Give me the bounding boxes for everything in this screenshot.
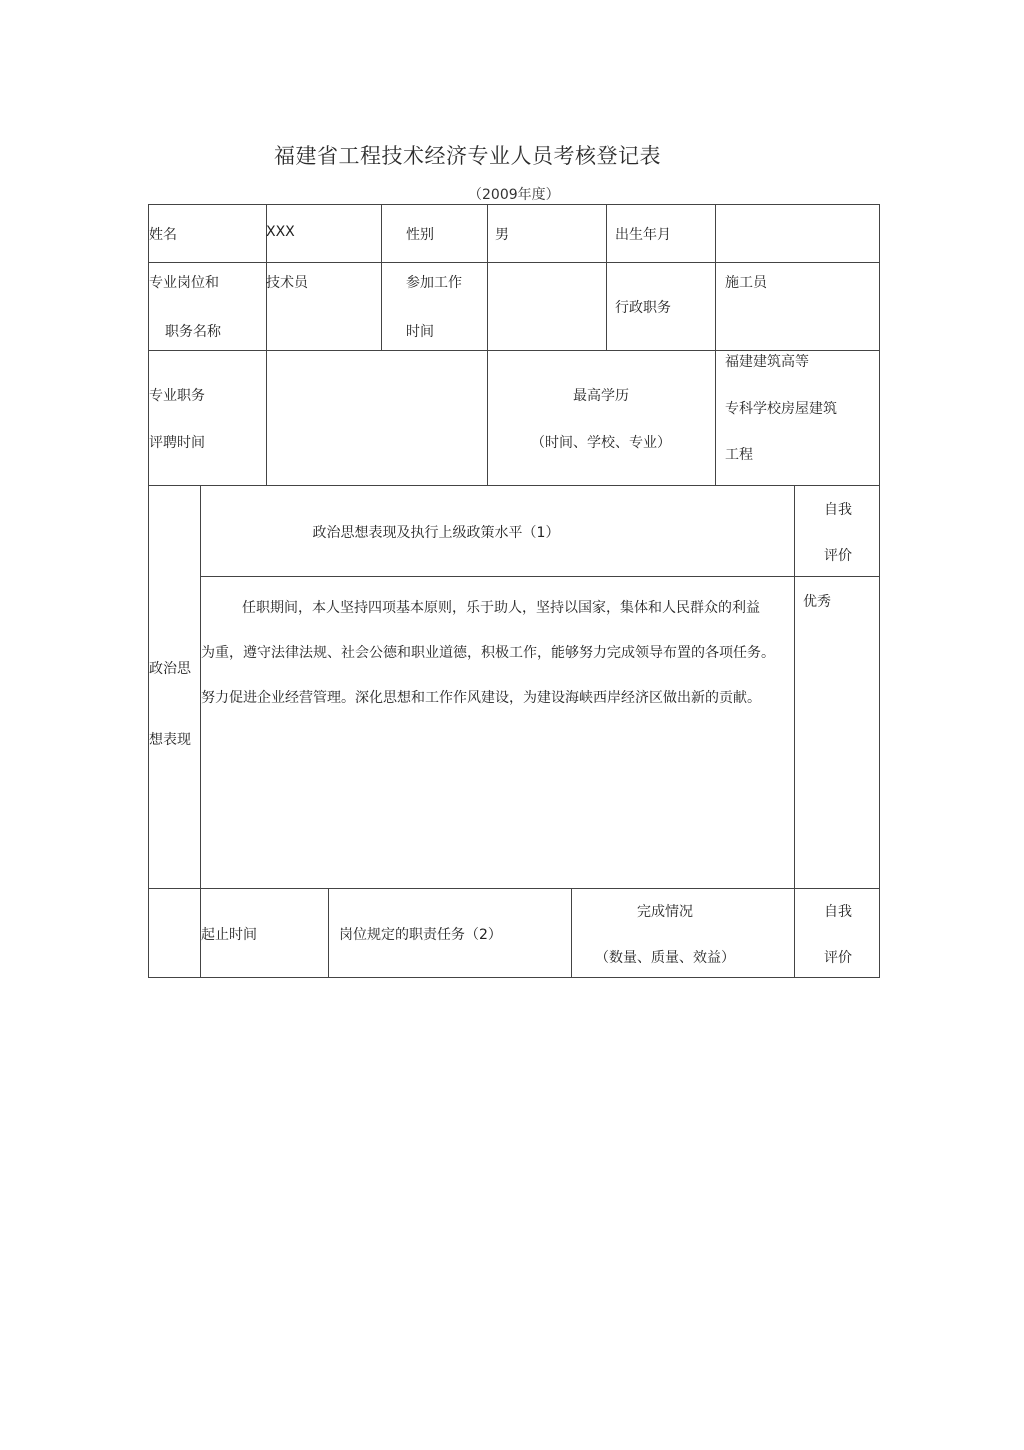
duties-self-eval-label: 自我 [824, 904, 852, 920]
self-eval-label: 自我 [824, 502, 852, 518]
col-divider [328, 888, 329, 978]
education-value: 工程 [725, 447, 753, 463]
completion-label: 完成情况 [637, 904, 693, 920]
gender-label: 性别 [406, 227, 434, 243]
col-divider [266, 205, 267, 485]
self-eval-label: 评价 [824, 548, 852, 564]
col-divider [606, 205, 607, 350]
duties-self-eval-label: 评价 [824, 950, 852, 966]
education-label: （时间、学校、专业） [531, 435, 671, 451]
political-side-label: 政治思 [149, 661, 191, 677]
education-value: 专科学校房屋建筑 [725, 401, 837, 417]
political-paragraph: 为重，遵守法律法规、社会公德和职业道德，积极工作，能够努力完成领导布置的各项任务。 [201, 645, 775, 661]
form-year: （2009年度） [468, 187, 560, 203]
political-side-label: 想表现 [149, 732, 191, 748]
col-divider [381, 205, 382, 350]
position-label: 职务名称 [165, 324, 221, 340]
period-label: 起止时间 [201, 927, 257, 943]
form-title: 福建省工程技术经济专业人员考核登记表 [274, 144, 661, 168]
row-divider [149, 888, 879, 889]
col-divider [794, 485, 795, 978]
row-divider [200, 576, 879, 577]
education-value: 福建建筑高等 [725, 354, 809, 370]
col-divider [200, 485, 201, 978]
title-time-label: 专业职务 [149, 388, 205, 404]
col-divider [715, 205, 716, 485]
admin-value: 施工员 [725, 275, 767, 291]
political-paragraph: 努力促进企业经营管理。深化思想和工作作风建设，为建设海峡西岸经济区做出新的贡献。 [201, 690, 761, 706]
work-start-label: 参加工作 [406, 275, 462, 291]
self-eval-value: 优秀 [803, 594, 831, 610]
admin-label: 行政职务 [615, 300, 671, 316]
col-divider [571, 888, 572, 978]
work-start-label: 时间 [406, 324, 434, 340]
row-divider [149, 485, 879, 486]
completion-label: （数量、质量、效益） [595, 950, 735, 966]
title-time-label: 评聘时间 [149, 435, 205, 451]
task-label: 岗位规定的职责任务（2） [339, 927, 502, 943]
education-label: 最高学历 [573, 388, 629, 404]
col-divider [487, 205, 488, 485]
political-heading: 政治思想表现及执行上级政策水平（1） [312, 525, 560, 541]
registration-form-table [148, 204, 880, 978]
gender-value: 男 [495, 227, 509, 243]
political-paragraph: 任职期间，本人坚持四项基本原则，乐于助人，坚持以国家，集体和人民群众的利益 [242, 600, 760, 616]
position-label: 专业岗位和 [149, 275, 219, 291]
position-value: 技术员 [266, 275, 308, 291]
row-divider [149, 262, 879, 263]
birth-label: 出生年月 [615, 227, 671, 243]
name-value: XXX [266, 224, 295, 240]
name-label: 姓名 [149, 227, 177, 243]
